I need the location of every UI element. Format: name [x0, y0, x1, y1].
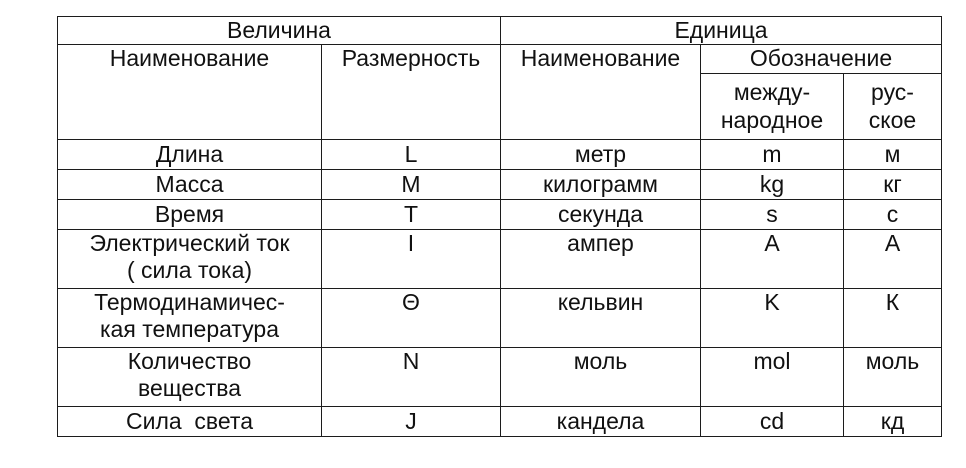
dimension-cell: T — [322, 200, 501, 230]
quantity-name-cell: Сила света — [58, 407, 322, 437]
table-row — [58, 289, 942, 348]
russian-symbol-cell: К — [844, 289, 942, 348]
quantity-group-label: Величина — [227, 17, 331, 43]
dimension-cell: M — [322, 170, 501, 200]
russian-header — [844, 74, 942, 140]
international-header-line1: между- — [733, 79, 811, 106]
designation-header — [701, 45, 942, 74]
quantity-name-line2: ( сила тока) — [126, 257, 253, 283]
quantity-name-cell — [58, 230, 322, 289]
dimension-header — [322, 45, 501, 140]
international-symbol-cell: s — [701, 200, 844, 230]
unit-name-cell: секунда — [501, 200, 701, 230]
quantity-name-line2: вещества — [138, 375, 241, 401]
international-symbol-cell: K — [701, 289, 844, 348]
dimension-cell: L — [322, 140, 501, 170]
table-row — [58, 140, 942, 170]
unit-name-cell: кандела — [501, 407, 701, 437]
quantity-name-line1: Термодинамичес- — [94, 289, 285, 315]
table-row — [58, 230, 942, 289]
international-symbol-cell: cd — [701, 407, 844, 437]
russian-symbol-cell: моль — [844, 348, 942, 407]
unit-group-label: Единица — [674, 17, 768, 43]
quantity-name-cell — [58, 348, 322, 407]
quantity-name-cell — [58, 289, 322, 348]
unit-name-cell: килограмм — [501, 170, 701, 200]
dimension-cell: J — [322, 407, 501, 437]
quantity-name-header — [58, 45, 322, 140]
quantity-group-header — [58, 17, 501, 45]
international-symbol-cell: kg — [701, 170, 844, 200]
quantity-name-line1: Электрический ток — [89, 230, 290, 256]
unit-name-cell: моль — [501, 348, 701, 407]
quantity-name-line2: кая температура — [99, 316, 280, 342]
russian-symbol-cell: кг — [844, 170, 942, 200]
international-symbol-cell: m — [701, 140, 844, 170]
quantity-name-header-label: Наименование — [109, 45, 270, 71]
quantity-name-cell: Время — [58, 200, 322, 230]
quantity-name-cell: Масса — [58, 170, 322, 200]
international-header — [701, 74, 844, 140]
international-symbol-cell: A — [701, 230, 844, 289]
dimension-header-label: Размерность — [341, 45, 481, 71]
russian-header-line2: ское — [868, 107, 917, 134]
unit-group-header — [501, 17, 942, 45]
unit-name-header-label: Наименование — [520, 45, 681, 71]
table-row — [58, 170, 942, 200]
dimension-cell: N — [322, 348, 501, 407]
si-base-units-table — [57, 16, 942, 437]
dimension-cell: I — [322, 230, 501, 289]
quantity-name-line1: Количество — [127, 348, 252, 374]
unit-name-header — [501, 45, 701, 140]
table-row — [58, 200, 942, 230]
unit-name-cell: кельвин — [501, 289, 701, 348]
russian-symbol-cell: А — [844, 230, 942, 289]
russian-symbol-cell: м — [844, 140, 942, 170]
russian-symbol-cell: кд — [844, 407, 942, 437]
russian-symbol-cell: с — [844, 200, 942, 230]
table-row — [58, 407, 942, 437]
quantity-name-cell: Длина — [58, 140, 322, 170]
unit-name-cell: ампер — [501, 230, 701, 289]
unit-name-cell: метр — [501, 140, 701, 170]
international-header-line2: народное — [720, 107, 824, 134]
dimension-cell: Θ — [322, 289, 501, 348]
international-symbol-cell: mol — [701, 348, 844, 407]
russian-header-line1: рус- — [871, 79, 914, 106]
table-row — [58, 348, 942, 407]
designation-header-label: Обозначение — [749, 45, 893, 71]
